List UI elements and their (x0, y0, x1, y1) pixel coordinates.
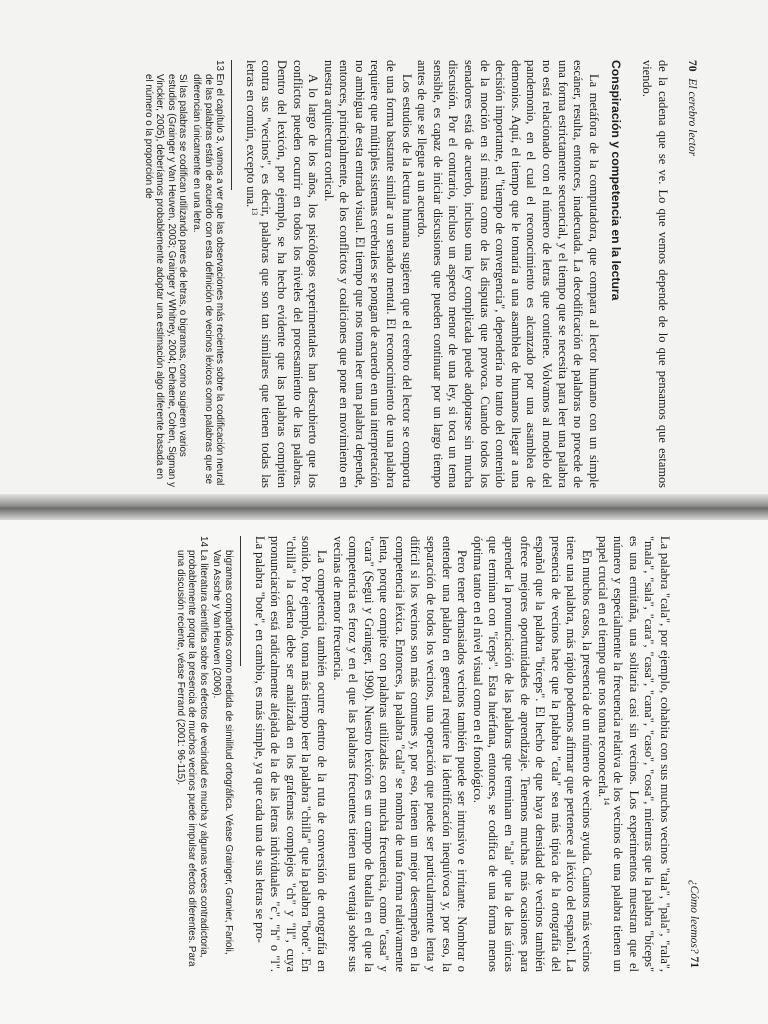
left-page-number: 70 (686, 60, 698, 72)
right-page (0, 506, 768, 1024)
footnote-marker-14: 14 (601, 797, 611, 806)
footnote-marker-13: 13 (249, 207, 259, 216)
right-paragraph-1 (594, 536, 672, 972)
section-paragraph-2: Los estudios de la lectura humana sugieren que el cerebro del lector se comporta de una forma bastante similar a un senado mental. El reconocimiento de una palabra requiere que múltiples sistemas cerebrales se pongan de acuerdo en una interpretación no ambigua de esta entrada visual. El tiempo que nos toma leer una palabra depende, entonces, principalmente, de los conflictos y coaliciones que pone en movimiento en nuestra arquitectura cortical. (321, 60, 414, 488)
right-paragraph-4: La competencia también ocurre dentro de la ruta de conversión de ortografía en sonido. Por ejemplo, toma más tiempo leer la palabra "chilla" que la palabra "bote". En "chilla" la cadena debe ser analizada en los grafemas complejos "ch" y "ll", cuya pronunciación está radicalmente alejada de la de las letras individuales "c", "h" o "l". La palabra "bote", en cambio, es más simple, ya que cada una de sus letras se pro- (252, 536, 329, 972)
footnote-13-number: 13 (214, 60, 226, 71)
right-running-head (688, 536, 700, 972)
left-head-title: El cerebro lector (686, 78, 698, 157)
right-paragraph-1-text: La palabra "cala", por ejemplo, cohabita con sus muchos vecinos "tala", "pala", "rala", "mala", "sala", "cara", "casa", "cana", "caso", "cosa", mientras que la palabra "bíceps" es una ermitaña, una solitaria casi sin vecinos. Los experimentos muestran que el número y especialmente la frecuencia relativa de los vecinos de una palabra tienen un papel crucial en el tiempo que nos toma reconocerla. (595, 536, 672, 972)
section-title: Conspiración y competencia en la lectura (608, 60, 623, 301)
left-page (0, 0, 768, 506)
section-paragraph-3 (242, 60, 320, 488)
right-page-number: 71 (688, 956, 700, 968)
right-head-title: ¿Cómo leemos? (688, 879, 700, 954)
footnote-rule (231, 60, 232, 190)
section-paragraph-1: La metáfora de la computadora, que compara al lector humano con un simple escáner, resulta, entonces, inadecuada. La decodificación de palabras no procede de una forma estrictamente secuencial, y el tiempo que se necesita para leer una palabra no está relacionado con el número de letras que contiene. Volvamos al modelo del pandemonio, en el cual el reconocimiento es alcanzado por una asamblea de demonios. Aquí, el tiempo que le tomaría a una asamblea de humanos llegar a una decisión importante, el "tiempo de convergencia", dependería no tanto del contenido de la moción en sí misma como de las disputas que provoca. Cuando todos los senadores está de acuerdo, incluso una ley complicada puede adoptarse sin mucha discusión. Por el contrario, incluso un aspecto menor de una ley, si toca un tema sensible, es capaz de iniciar discusiones que pueden continuar por un largo tiempo antes de que se llegue a un acuerdo. (415, 60, 601, 488)
left-running-head (686, 60, 698, 488)
right-paragraph-2: En muchos casos, la presencia de un número de vecinos ayuda. Cuantos más vecinos tiene una palabra, más rápido podemos afirmar que pertenece al léxico del español. La presencia de vecinos hace que la palabra "cala" sea más típica de la ortografía del español que la palabra "bíceps". El hecho de que haya densidad de vecinos también ofrece mejores oportunidades de aprendizaje. Tenemos muchas más ocasiones para aprender la pronunciación de las palabras que terminan en "ala" que la de las únicas que terminan con "íceps". Esta huérfana, entonces, se codifica de una forma menos óptima tanto en el nivel visual como en el fonológico. (470, 536, 595, 972)
footnote-rule-right (240, 536, 241, 666)
section-paragraph-3-text: A lo largo de los años, los psicólogos experimentales han descubierto que los conflictos pueden ocurrir en todos los niveles del procesamiento de las palabras. Dentro del lexicón, por ejemplo, se ha hecho evidente que las palabras compiten contra sus "vecinos", es decir, palabras que son tan similares que tienen todas las letras en común, excepto una. (243, 60, 321, 488)
footnote-13 (190, 60, 225, 488)
book-gutter-shadow (0, 494, 768, 520)
left-opening-paragraph: de la cadena que se ve. Lo que vemos depende de lo que pensamos que estamos viendo. (640, 60, 670, 488)
footnote-14 (174, 536, 209, 972)
footnote-14-number: 14 (197, 536, 209, 547)
footnote-13-continuation: bigramas compartidos como medida de similitud ortográfica. Véase Grainger, Granier, Farioli, Van Assche y Van Heuven (2006). (211, 550, 234, 955)
right-paragraph-3: Pero tener demasiados vecinos también puede ser intrusivo e irritante. Nombrar o entender una palabra en general requiere la identificación inequívoca y, por eso, la separación de todos los vecinos, una operación que puede ser particularmente lenta y difícil si los vecinos son más comunes y, por eso, tienen un mejor desempeño en la competencia léxica. Entonces, la palabra "cala" se nombra de una forma relativamente lenta, porque compite con palabras utilizadas con mucha frecuencia, como "casa" y "cara" (Segui y Grainger, 1990). Nuestro lexicón es un campo de batalla en el que la competencia es feroz y en el que las palabras frecuentes tienen una ventaja sobre sus vecinas de menor frecuencia. (330, 536, 470, 972)
footnote-14-text: La literatura científica sobre los efectos de vecindad es mucha y algunas veces contradictoria, probablemente porque la presencia de muchos vecinos puede impulsar efectos diferentes. Para una discusión reciente, véase Ferrand (2001: 96-115). (174, 549, 209, 967)
footnote-13-continued: Si las palabras se codifican utilizando pares de letras, o bigramas, como sugieren varios estudios (Grainger y Van Heuven, 2003; Grainger y Whitney, 2004; Dehaene, Cohen, Sigman y Vinckier, 2005), deberíamos probablemente adoptar una estimación algo diferente basada en el número o la proporción de (142, 74, 189, 487)
footnote-13-text-1: En el capítulo 3, vamos a ver que las observaciones más recientes sobre la codificación neural de las palabras están de acuerdo con esta definición de vecinos léxicos como palabras que se diferencian únicamente en una letra. (190, 73, 226, 486)
